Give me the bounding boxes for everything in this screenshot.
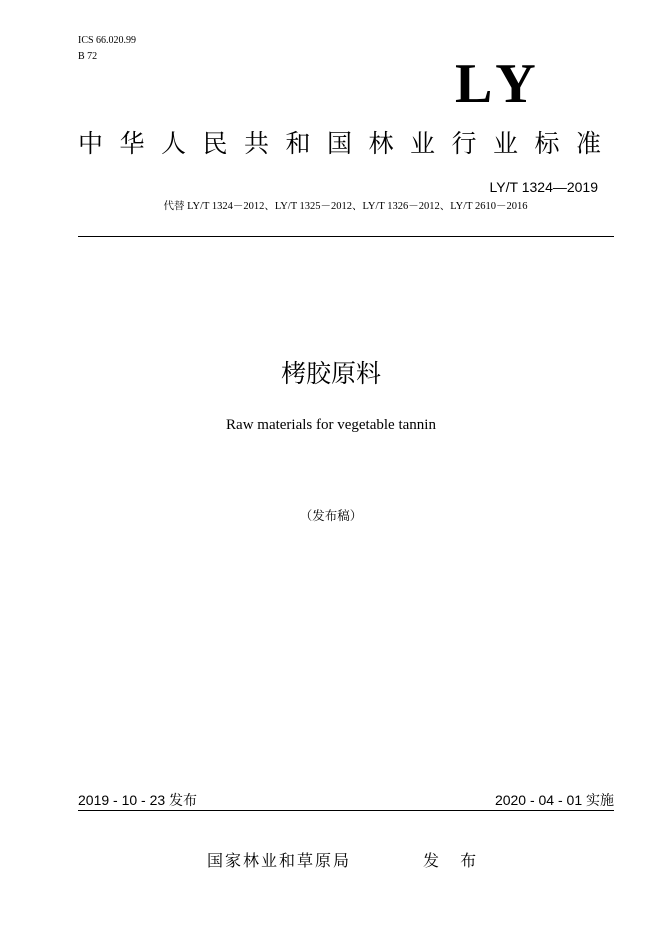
issue-date: 2019 - 10 - 23 发布: [78, 792, 198, 808]
replaced-standards: 代替 LY/T 1324－2012、LY/T 1325－2012、LY/T 1326－2012、LY/T 2610－2016: [163, 201, 528, 212]
implementation-date: 2020 - 04 - 01 实施: [494, 792, 614, 808]
standard-number: LY/T 1324—2019: [489, 179, 598, 195]
ccs-code: B 72: [78, 51, 98, 62]
draft-status: （发布稿）: [299, 508, 363, 523]
footer-divider: [78, 810, 614, 811]
standard-category-title: 中华人民共和国林业行业标准: [78, 129, 618, 158]
issuing-authority: 国家林业和草原局: [207, 851, 352, 870]
document-title-chinese: 栲胶原料: [280, 359, 381, 388]
ics-code: ICS 66.020.99: [78, 35, 137, 46]
standard-logo: LY: [455, 53, 544, 115]
header-divider: [78, 236, 614, 237]
document-title-english: Raw materials for vegetable tannin: [226, 417, 436, 433]
publish-label: 发 布: [423, 851, 485, 870]
